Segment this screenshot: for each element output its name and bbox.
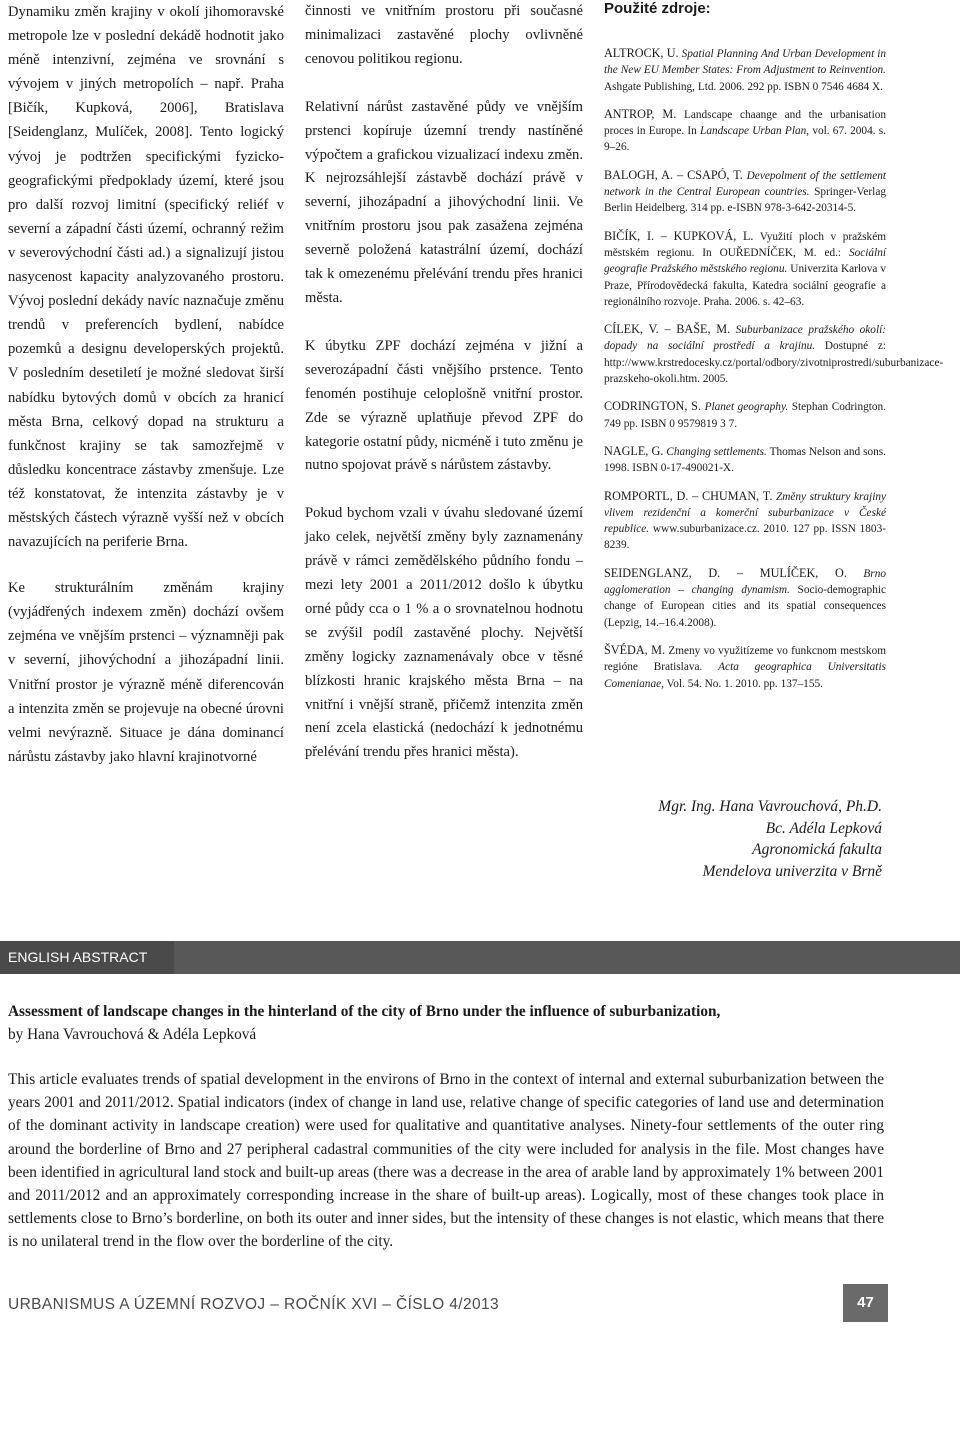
author-university: Mendelova univerzita v Brně (702, 862, 882, 880)
abstract-body: This article evaluates trends of spatial development in the environs of Brno in the context of internal and external suburbanization between the years 2001 and 2011/2012. Spatial indicators (index of change in land use, relative change of specific categories of land use and determination of the dominant activity in landscape creation) were used for qualitative and quantitative analyses. Ninety-four settlements of the outer ring around the borderline of Brno and 27 peripheral cadastral communities of the city were included for analysis in the file. Most changes have been identified in agricultural land stock and built-up areas (there was a decrease in the area of arable land by approximately 1% between 2001 and 2011/2012 and an approximately corresponding increase in the share of built-up areas). Logically, most of these changes took place in settlements close to Brno’s borderline, on both its outer and inner sides, but the intensity of these changes is not elastic, which means that there is no unilateral trend in the flow over the borderline of the city. (8, 1071, 884, 1251)
journal-footer: URBANISMUS A ÚZEMNÍ ROZVOJ – ROČNÍK XVI – ČÍSLO 4/2013 (8, 1296, 500, 1313)
author-name: Bc. Adéla Lepková (765, 819, 882, 837)
author-signature (604, 796, 882, 882)
reference-item: CÍLEK, V. – BAŠE, M. Suburbanizace pražského okolí: dopady na sociální prostředí a krajinu. Dostupné z: http://www.krstredocesky.cz/portal/odbory/zivotniprostredi/suburbanizace-prazskeho-okoli.htm. 2005. (604, 322, 944, 386)
author-affiliation: Agronomická fakulta (752, 841, 882, 858)
body-paragraph: činnosti ve vnitřním prostoru při současné minimalizaci zastavěné plochy ovlivněné cenovou politikou regionu. (305, 3, 583, 67)
body-paragraph: Pokud bychom vzali v úvahu sledované území jako celek, největší změny byly zaznamenány právě v rámci zemědělského půdního fondu – mezi lety 2001 a 2011/2012 došlo k úbytku orné půdy cca o 1 % a o srovnatelnou hodnotu se zvýšil podíl zastavěné plochy. Největší změny logicky zaznamenávaly obce v těsné blízkosti hranic krajského města Brna – na vnitřní i vnější straně, přičemž intenzita změn není zcela elastická (nedochází k jednotnému přelévání trendu přes hranici města). (305, 505, 583, 761)
body-paragraph: Relativní nárůst zastavěné půdy ve vnějším prstenci kopíruje územní trendy nastíněné výpočtem a grafickou vizualizací indexu změn. K nejrozsáhlejší zástavbě dochází právě v severní, jihozápadní a jihovýchodní linii. Ve vnitřním prostoru jsou pak zasažena zejména severně položená katastrální území, dochází tak k omezenému přelévání trendu přes hranici města. (305, 98, 583, 306)
abstract-title (8, 1000, 888, 1046)
reference-item: ŠVÉDA, M. Zmeny vo využitízeme vo funkcnom mestskom regióne Bratislava. Acta geographica Universitatis Comenianae, Vol. 54. No. 1. 2010. pp. 137–155. (604, 642, 887, 690)
body-paragraph: Dynamiku změn krajiny v okolí jihomoravské metropole lze v poslední dekádě hodnotit jako méně intenzivní, zejména ve srovnání s vývojem v jiných metropolích – např. Praha [Bičík, Kupková, 2006], Bratislava [Seidenglanz, Mulíček, 2008]. Tento logický vývoj je podtržen specifickými fyzicko-geografickými předpoklady území, které jsou pro další rozvoj limitní (specifický reliéf v severní a západní části území, ochranný režim v severovýchodní části ad.) a signalizují jistou nasycenost kapacity analyzovaného prostoru. Vývoj poslední dekády navíc naznačuje změnu trendů v preferencích bydlení, nabídce pozemků a designu developerských projektů. V posledním desetiletí je možné sledovat širší nabídku bytových domů v obcích za hranicí města Brna, celkový dopad na strukturu a funkčnost krajiny se tak samozřejmě v důsledku koncentrace zástavby zmenšuje. Lze též konstatovat, že intenzita zástavby je v městských částech výrazně vyšší než v obcích navazujících na periferie Brna. (8, 4, 284, 551)
abstract-label: ENGLISH ABSTRACT (0, 941, 174, 974)
body-paragraph: K úbytku ZPF dochází zejména v jižní a severozápadní části vnějšího prstence. Tento fenomén postihuje celoplošně vnitřní prostor. Zde se výrazně uplatňuje převod ZPF do kategorie ostatní půdy, nicméně i tuto změnu je nutno spojovat právě s nárůstem zástavby. (305, 337, 583, 474)
abstract-title-text: Assessment of landscape changes in the hinterland of the city of Brno under the influence of suburbanization, (8, 1003, 721, 1020)
references-column (604, 0, 944, 703)
body-paragraph: Ke strukturálním změnám krajiny (vyjádřených indexem změn) dochází ovšem zejména ve vnějším prstenci – významněji pak v severní, jihovýchodní a jihozápadní linii. Vnitřní prostor je výrazně méně diferencován a intenzita změn se projevuje na obecné úrovni velmi nevýrazně. Situace je dána dominancí nárůstu zástavby jako hlavní krajinotvorné (8, 580, 284, 765)
reference-item: ROMPORTL, D. – CHUMAN, T. Změny struktury krajiny vlivem rezidenční a komerční suburbanizace v České republice. www.suburbanizace.cz. 2010. 127 pp. ISSN 1803-8239. (604, 488, 886, 552)
author-name: Mgr. Ing. Hana Vavrouchová, Ph.D. (658, 798, 882, 815)
reference-item: CODRINGTON, S. Planet geography. Stephan Codrington. 749 pp. ISBN 0 9579819 3 7. (604, 399, 886, 430)
reference-item: BALOGH, A. – CSAPÓ, T. Devepolment of the settlement network in the Central European countries. Springer-Verlag Berlin Heidelberg. 314 pp. e-ISBN 978-3-642-20314-5. (604, 167, 886, 215)
reference-item: ALTROCK, U. Spatial Planning And Urban Development in the New EU Member States: From Adjustment to Reinvention. Ashgate Publishing, Ltd. 2006. 292 pp. ISBN 0 7546 4684 X. (604, 46, 887, 93)
reference-item: ANTROP, M. Landscape chaange and the urbanisation proces in Europe. In Landscape Urban Plan, vol. 67. 2004. s. 9–26. (604, 106, 887, 154)
article-column-left (8, 0, 284, 769)
reference-item: NAGLE, G. Changing settlements. Thomas Nelson and sons. 1998. ISBN 0-17-490021-X. (604, 443, 886, 475)
reference-item: SEIDENGLANZ, D. – MULÍČEK, O. Brno agglomeration – changing dynamism. Socio-demographic change of European cities and its spatial consequences (Lepzig, 14.–16.4.2008). (604, 565, 886, 629)
abstract-byline: by Hana Vavrouchová & Adéla Lepková (8, 1026, 257, 1043)
page-number: 47 (843, 1284, 888, 1322)
references-heading: Použité zdroje: (604, 0, 711, 17)
article-column-middle (305, 0, 583, 765)
reference-item: BIČÍK, I. – KUPKOVÁ, L. Využití ploch v pražském městském regionu. In OUŘEDNÍČEK, M. ed.: Sociální geografie Pražského městského regionu. Univerzita Karlova v Praze, Přírodovědecká fakulta, Katedra sociální geografie a regionálního rozvoje. Praha. 2006. s. 42–63. (604, 228, 886, 308)
